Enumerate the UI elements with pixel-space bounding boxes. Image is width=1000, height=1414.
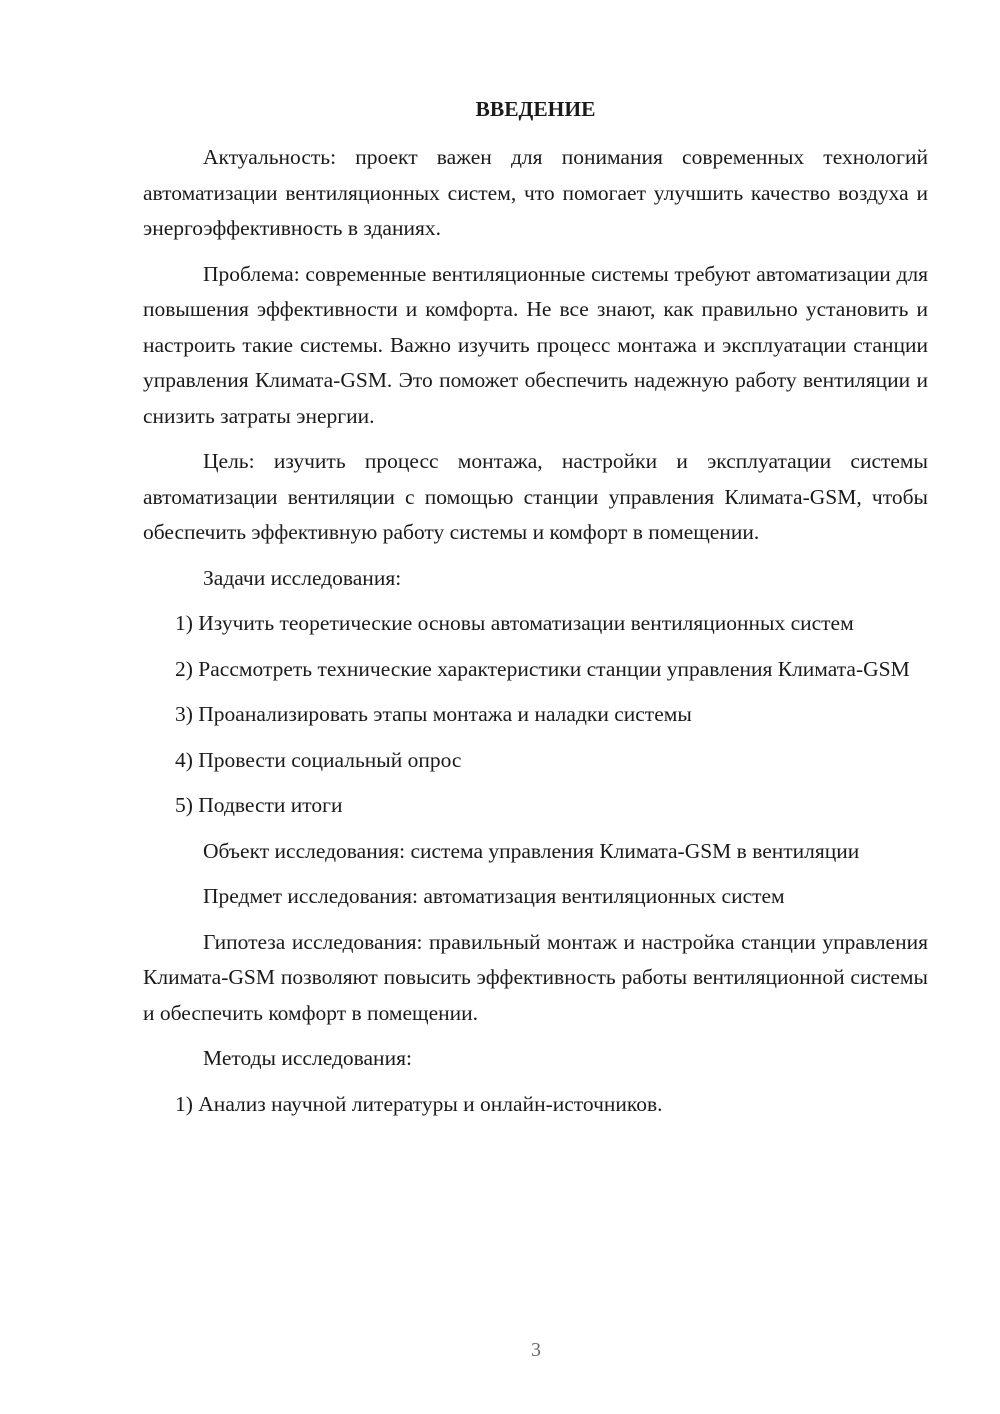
task-item-3: 3) Проанализировать этапы монтажа и наладки системы (175, 702, 692, 726)
page-number: 3 (531, 1339, 541, 1361)
goal-paragraph: Цель: изучить процесс монтажа, настройки и эксплуатации системы автоматизации вентиляции с помощью станции управления Климата-GSM, чтобы обеспечить эффективную работу системы и комфорт в помещении. (143, 449, 928, 544)
problem-paragraph: Проблема: современные вентиляционные системы требуют автоматизации для повышения эффективности и комфорта. Не все знают, как правильно установить и настроить такие системы. Важно изучить процесс монтажа и эксплуатации станции управления Климата-GSM. Это поможет обеспечить надежную работу вентиляции и снизить затраты энергии. (143, 261, 928, 428)
page-title: ВВЕДЕНИЕ (475, 97, 596, 121)
hypothesis-paragraph: Гипотеза исследования: правильный монтаж и настройка станции управления Климата-GSM позволяют повысить эффективность работы вентиляционной системы и обеспечить комфорт в помещении. (143, 929, 928, 1025)
task-item-2: 2) Рассмотреть технические характеристики станции управления Климата-GSM (175, 656, 910, 681)
task-item-4: 4) Провести социальный опрос (175, 747, 462, 772)
methods-heading: Методы исследования: (203, 1046, 412, 1070)
method-item-1: 1) Анализ научной литературы и онлайн-источников. (175, 1091, 663, 1116)
tasks-heading: Задачи исследования: (203, 565, 402, 590)
task-item-1: 1) Изучить теоретические основы автоматизации вентиляционных систем (175, 611, 854, 635)
relevance-paragraph: Актуальность: проект важен для понимания современных технологий автоматизации вентиляционных систем, что помогает улучшить качество воздуха и энергоэффективность в зданиях. (143, 145, 928, 240)
page-content (143, 92, 928, 1132)
task-item-5: 5) Подвести итоги (175, 793, 343, 817)
object-paragraph: Объект исследования: система управления Климата-GSM в вентиляции (203, 838, 860, 863)
subject-paragraph: Предмет исследования: автоматизация вентиляционных систем (203, 884, 785, 908)
